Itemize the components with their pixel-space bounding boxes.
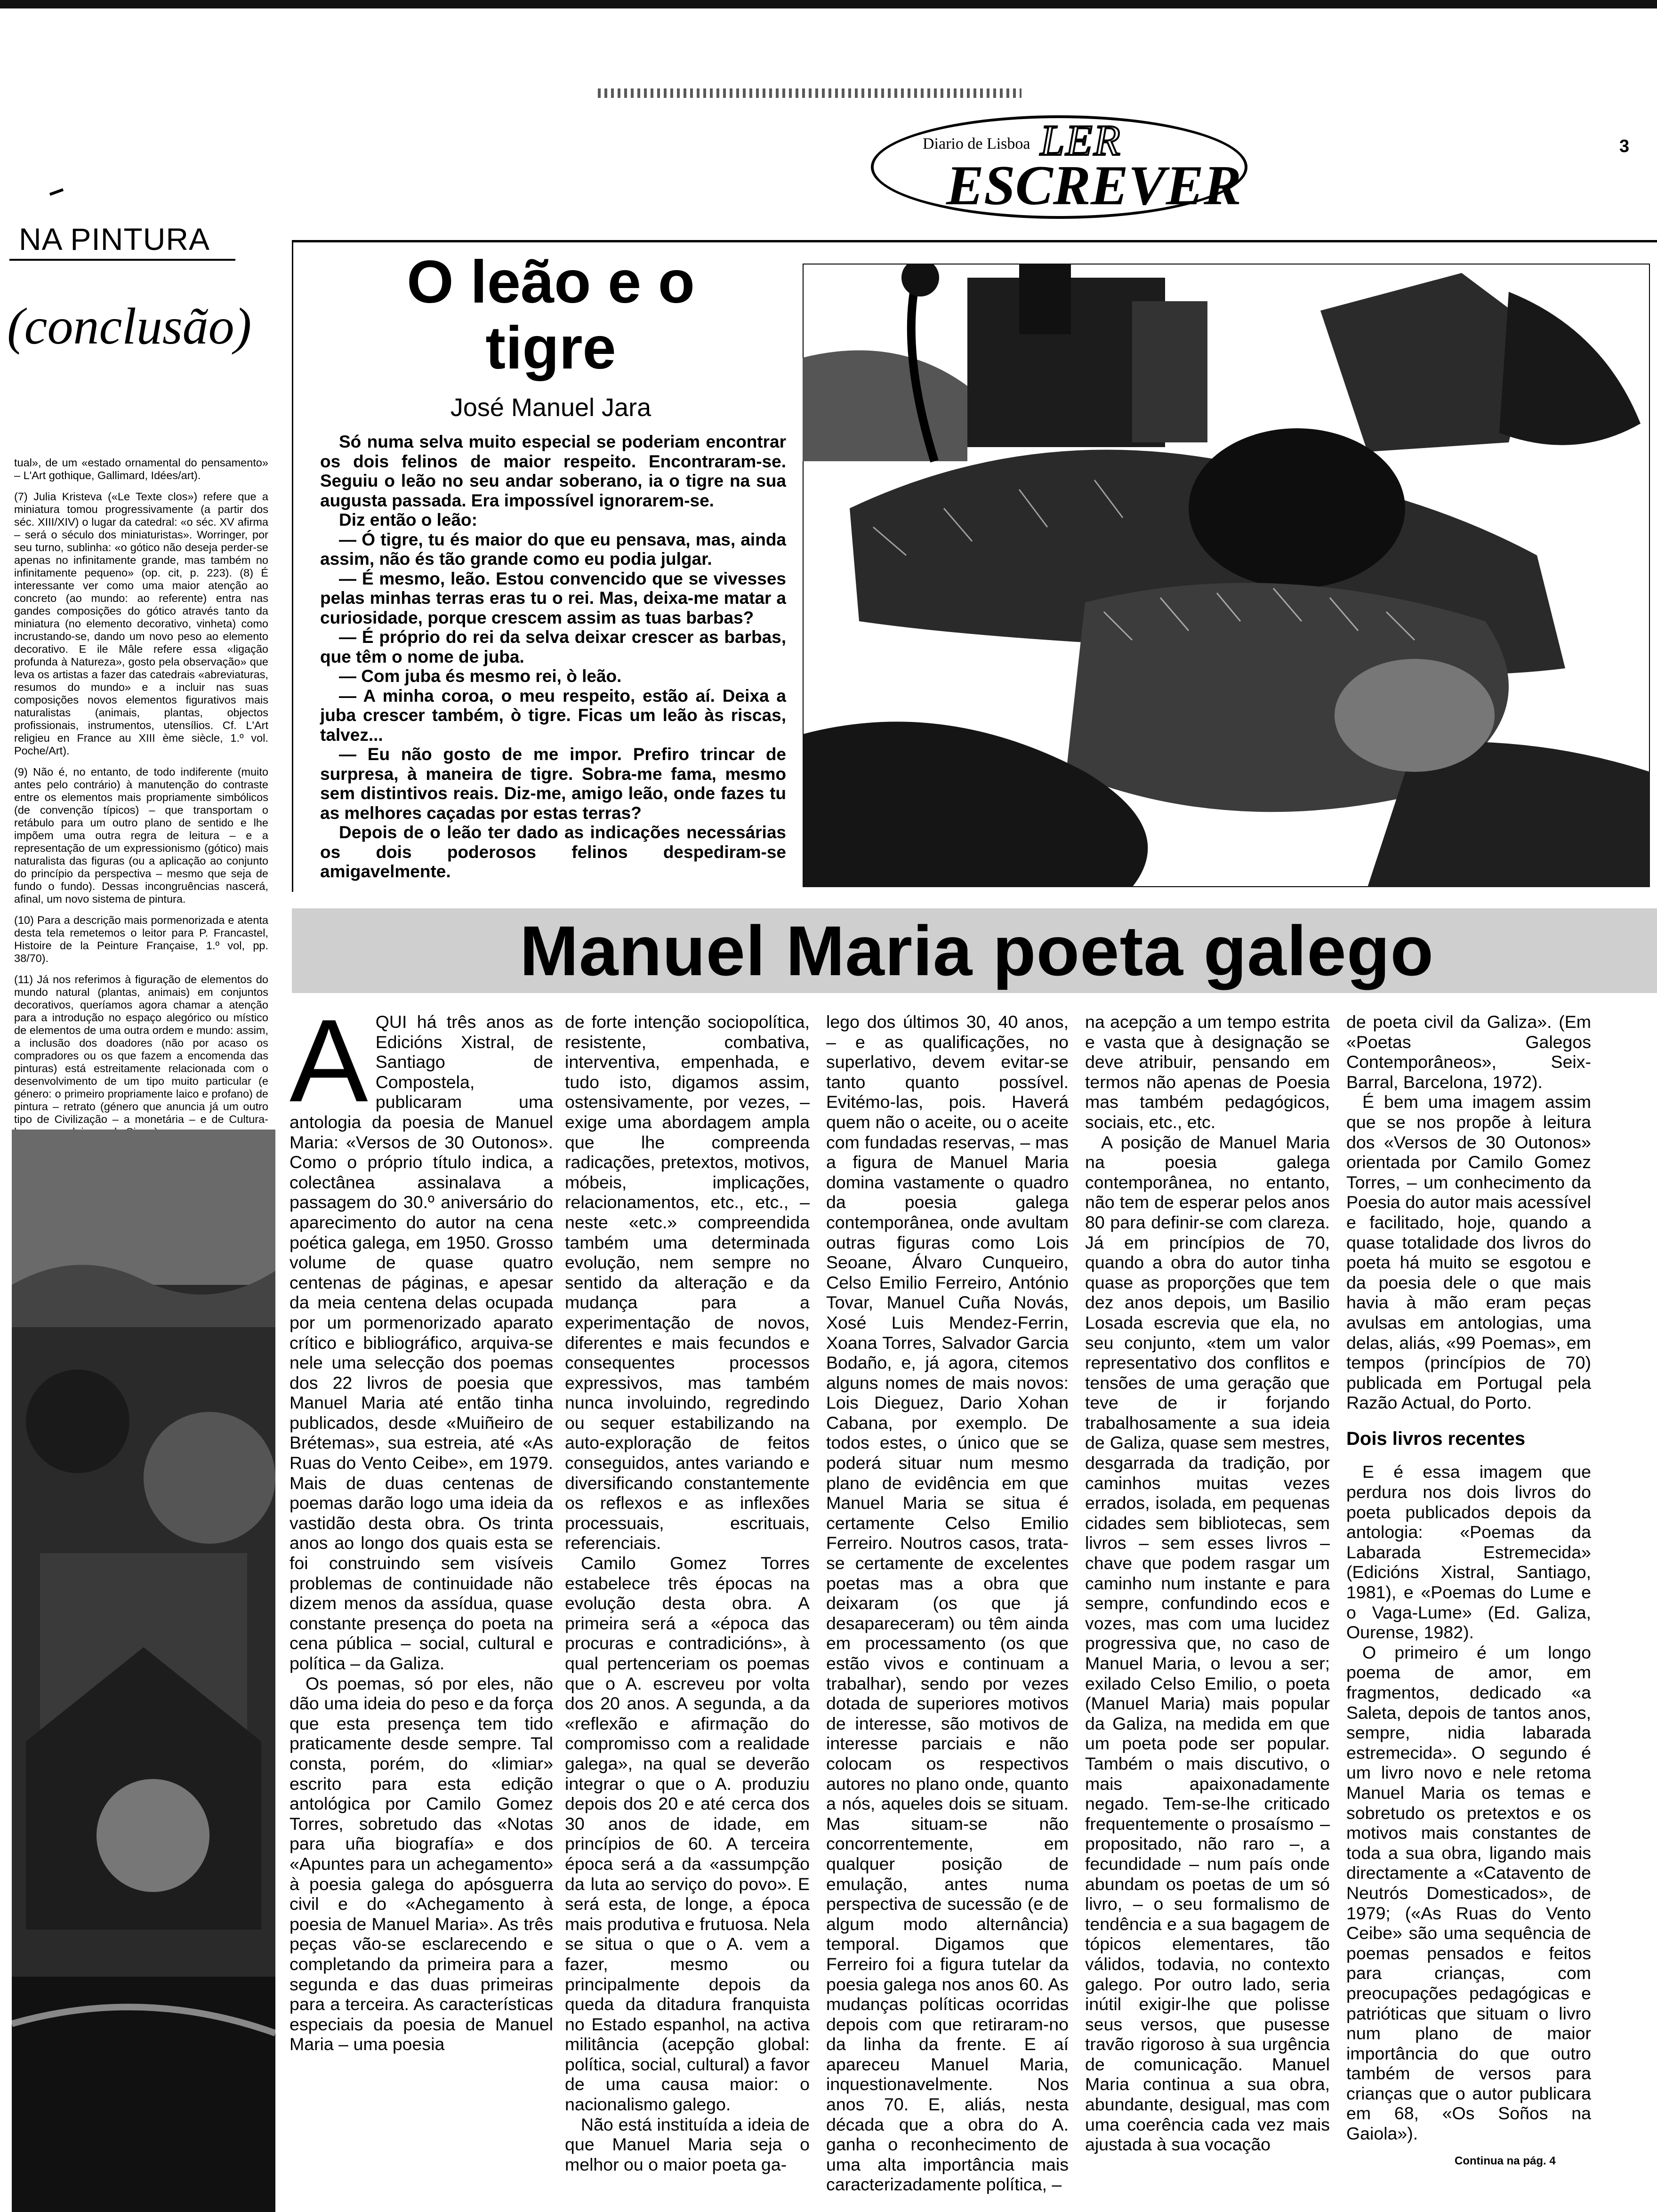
continued-note: Continua na pág. 4 [1455, 2155, 1556, 2167]
article-subhead: Dois livros recentes [1346, 1428, 1526, 1449]
feature-paragraph: Diz então o leão: [339, 510, 477, 529]
article-column-2 [565, 1012, 810, 2174]
footnote: (10) Para a descrição mais pormenorizada e atenta desta tela remetemos o leitor para P. Francastel, Histoire de la Peinture Française, 1.º vol, pp. 38/70). [14, 914, 268, 964]
feature-paragraph: — É próprio do rei da selva deixar crescer as barbas, que têm o nome de juba. [320, 627, 786, 666]
page-number: 3 [1619, 136, 1630, 156]
article-paragraph: O primeiro é um longo poema de amor, em fragmentos, dedicado «a Saleta, depois de tantos anos, sempre, nidia labarada estremecida». O segundo é um livro novo e nele retoma Manuel Maria os temas e sobretudo os pretextos e os motivos mais constantes de toda a sua obra, ligando mais directamente a «Catavento de Neutrós Domesticados», de 1979; («As Ruas do Vento Ceibe» são uma sequência de poemas pensados e feitos para crianças, com preocupações pedagógicas e patrióticas que situam o livro num plano de maior importância do que outro também de versos para crianças que o autor publicara em 68, «Os Soños na Gaiola»). [1346, 1642, 1591, 2144]
article-paragraph: A posição de Manuel Maria na poesia galega contemporânea, no entanto, não tem de esperar pelos anos 80 para definir-se com clareza. Já em princípios de 70, quando a obra do autor tinha quase as proporções que tem dez anos depois, um Basilio Losada escrevia que ela, no seu conjunto, «tem um valor representativo dos conflitos e tensões de uma geração que teve de ir forjando trabalhosamente a sua ideia de Galiza, quase sem mestres, desgarrada da tradição, por caminhos muitas vezes errados, isolada, em pequenas cidades sem bibliotecas, sem livros – sem esses livros – chave que podem rasgar um caminho num instante e para sempre, confundindo ecos e vozes, mas com uma lucidez progressiva que, no caso de Manuel Maria, o levou a ser; exilado Celso Emilio, o poeta (Manuel Maria) mais popular da Galiza, na medida em que um poeta pode ser popular. Também o mais discutivo, o mais apaixonadamente negado. Tem-se-lhe criticado frequentemente o prosaísmo – propositado, não raro –, a fecundidade – num país onde abundam os poetas de um só livro, – o seu formalismo de tendência e a sua bagagem de tópicos elementares, tão válidos, todavia, no contexto galego. Por outro lado, seria inútil exigir-lhe que polisse seus versos, que pusesse travão rigoroso à sua urgência de comunicação. Manuel Maria continua a sua obra, abundante, desigual, mas com uma coerência cada vez mais ajustada à sua vocação [1085, 1132, 1330, 2155]
feature-text [320, 432, 786, 882]
lion-tiger-engraving [803, 264, 1650, 887]
feature-paragraph: — É mesmo, leão. Estou convencido que se vivesses pelas minhas terras eras tu o rei. Mas, deixa-me matar a curiosidade, porque crescem assim as tuas barbas? [320, 569, 786, 627]
masthead-escrever: ESCREVER [946, 154, 1242, 216]
section-rule [9, 259, 235, 261]
article-paragraph: É bem uma imagem assim que se nos propõe à leitura dos «Versos de 30 Outonos» orientada por Camilo Gomez Torres, – um conhecimento da Poesia do autor mais acessível e facilitado, hoje, quando a quase totalidade dos livros do poeta há muito se esgotou e da poesia dele o que mais havia à mão eram peças avulsas em antologias, uma delas, aliás, «99 Poemas», em tempos (princípios de 70) publicada em Portugal pela Razão Actual, do Porto. [1346, 1092, 1591, 1413]
article-paragraph: Não está instituída a ideia de que Manuel Maria seja o melhor ou o maior poeta ga- [565, 2114, 810, 2174]
section-header: NA PINTURA [19, 222, 210, 256]
masthead-ler: LER [1040, 116, 1122, 164]
feature-title-text: O leão e o tigre [407, 248, 695, 382]
masthead [852, 106, 1266, 224]
engraving-image [803, 264, 1650, 887]
feature-paragraph: — A minha coroa, o meu respeito, estão aí. Deixa a juba crescer também, ò tigre. Ficas um leão às riscas, talvez... [320, 686, 786, 745]
footnote: tual», de um «estado ornamental do pensamento» – L'Art gothique, Gallimard, Idées/art). [14, 457, 268, 481]
article-paragraph: Camilo Gomez Torres estabelece três épocas na evolução desta obra. A primeira será a «época das procuras e contradicións», à qual pertenceriam os poemas que o A. escreveu por volta dos 20 anos. A segunda, a da «reflexão e afirmação do compromisso com a realidade galega», na qual se deverão integrar o que o A. produziu depois dos 20 e até cerca dos 30 anos de idade, em princípios de 60. A terceira época será a da «assumpção da luta ao serviço do povo». E será esta, de longe, a época mais produtiva e frutuosa. Nela se situa o que o A. vem a fazer, mesmo ou principalmente depois da queda da ditadura franquista no Estado espanhol, na activa militância (acepção global: política, social, cultural) a favor de uma causa maior: o nacionalismo galego. [565, 1553, 810, 2115]
article-paragraph: lego dos últimos 30, 40 anos, – e as qualificações, no superlativo, devem evitar-se tanto quanto possível. Evitémo-las, pois. Haverá quem não o aceite, ou o aceite com fundadas reservas, – mas a figura de Manuel Maria domina vastamente o quadro da poesia galega contemporânea, onde avultam outras figuras como Lois Seoane, Álvaro Cunqueiro, Celso Emilio Ferreiro, António Tovar, Manuel Cuña Novás, Xosé Luis Mendez-Ferrin, Xoana Torres, Salvador Garcia Bodaño, e, já agora, citemos alguns nomes de mais novos: Lois Dieguez, Dario Xohan Cabana, por exemplo. De todos estes, o único que se poderá situar num mesmo plano de evidência em que Manuel Maria se situa é certamente Celso Emilio Ferreiro. Noutros casos, trata-se certamente de excelentes poetas mas a obra que deixaram (os que já desapareceram) ou têm ainda em processamento (os que estão vivos e continuam a trabalhar), sendo por vezes dotada de superiores motivos de interesse, são motivos de interesse parciais e não colocam os respectivos autores no plano onde, quanto a nós, aqueles dois se situam. Mas situam-se não concorrentemente, em qualquer posição de emulação, antes numa perspectiva de sucessão (e de algum modo alternância) temporal. Digamos que Ferreiro foi a figura tutelar da poesia galega nos anos 60. As mudanças políticas ocorridas depois com que retiraram-no da linha da frente. E aí apareceu Manuel Maria, inquestionavelmente. Nos anos 70. E, aliás, nesta década que a obra do A. ganha o reconhecimento de uma alta importância mais caracterizadamente política, – [826, 1012, 1069, 2195]
feature-paragraph: — Eu não gosto de me impor. Prefiro trincar de surpresa, à maneira de tigre. Sobra-me fama, mesmo sem distintivos reais. Diz-me, amigo leão, onde fazes tu as melhores caçadas por estas terras? [320, 745, 786, 823]
article-column-4 [1085, 1012, 1330, 2155]
article-column-1 [290, 995, 553, 2054]
drop-cap: A [290, 995, 368, 1126]
footnote: (7) Julia Kristeva («Le Texte clos») refere que a miniatura tomou progressivamente (a partir dos séc. XIII/XIV) o lugar da catedral: «o séc. XV afirma – será o século dos miniaturistas». Worringer, por seu turno, sublinha: «o gótico não deseja perder-se apenas no infinitamente grande, mas também no infinitamente pequeno» (op. cit, p. 223). (8) É interessante ver como uma maior atenção ao concreto (ao mundo: ao referente) entra nas gandes composições do gótico através tanto da miniatura (no elemento decorativo, vinheta) como incrustando-se, dando um novo peso ao elemento decorativo. E ile Mâle refere essa «ligação profunda à Natureza», gosto pela observação» que leva os artistas a fazer das catedrais «abreviaturas, resumos do mundo» e a incluir nas suas composições novos elementos figurativos mais naturalistas (animais, plantas, objectos profissionais, instrumentos, utensílios. Cf. L'Art religieu en France au XIII ème siècle, 1.º vol. Poche/Art). [14, 490, 268, 757]
article-headline: Manuel Maria poeta galego [519, 911, 1434, 990]
feature-paragraph: Depois de o leão ter dado as indicações necessárias os dois poderosos felinos despediram-se amigavelmente. [320, 823, 786, 881]
footnotes [14, 457, 268, 1147]
article-paragraph: de poeta civil da Galiza». (Em «Poetas Galegos Contemporâneos», Seix-Barral, Barcelona, 1972). [1346, 1012, 1591, 1092]
newspaper-name: Diario de Lisboa [923, 135, 1030, 152]
margin-mark [49, 188, 64, 196]
feature-paragraph: Só numa selva muito especial se poderiam encontrar os dois felinos de maior respeito. Encontraram-se. Seguiu o leão no seu andar soberano, ia o tigre na sua augusta passada. Era impossível ignorarem-se. [320, 432, 786, 510]
article-column-5 [1346, 1012, 1591, 2144]
feature-paragraph: — Ó tigre, tu és maior do que eu pensava, mas, ainda assim, não és tão grande como eu podia julgar. [320, 529, 786, 569]
article-paragraph: de forte intenção sociopolítica, resistente, combativa, interventiva, empenhada, e tudo isto, digamos assim, ostensivamente, por vezes, – exige uma abordagem ampla que lhe compreenda radicações, pretextos, motivos, móbeis, implicações, relacionamentos, etc., etc., – neste «etc.» compreendida também uma determinada evolução, nem sempre no sentido da alteração e da mudança para a experimentação de novos, diferentes e mais fecundos e consequentes processos expressivos, mas também nunca involuindo, regredindo ou sequer estabilizando na auto-exploração de feitos conseguidos, antes variando e diversificando constantemente os reflexos e as inflexões processuais, escrituais, referenciais. [565, 1012, 810, 1553]
article-paragraph: Os poemas, só por eles, não dão uma ideia do peso e da força que esta presença tem tido praticamente desde sempre. Tal consta, porém, do «limiar» escrito para esta edição antológica por Camilo Gomez Torres, sobretudo das «Notas para uña biografía» e dos «Apuntes para un achegamento» à poesia galega do apósguerra civil e do «Achegamento à poesia de Manuel Maria». As três peças vão-se esclarecendo e completando da primeira para a segunda e das duas primeiras para a terceira. As características especiais da poesia de Manuel Maria – uma poesia [290, 1673, 553, 2054]
article-column-3 [826, 1012, 1069, 2195]
painting-photo [12, 1130, 275, 2212]
painting-photo-image [12, 1130, 275, 2212]
footnote: (11) Já nos referimos à figuração de elementos do mundo natural (plantas, animais) em conjuntos decorativos, queríamos agora chamar a atenção para a introdução no espaço alegórico ou místico de elementos de uma outra ordem e mundo: assim, a inclusão dos doadores (não por acaso os compradores ou os que fazem a encomenda das pinturas) está estreitamente relacionada com o desenvolvimento de um tipo muito particular (e género: o primeiro propriamente laico e profano) de pintura – retrato (género que anuncia já um outro tipo de Civilização – a monetária – e de Cultura- [14, 973, 268, 1125]
article-paragraph: E é essa imagem que perdura nos dois livros do poeta publicados depois da antologia: «Poemas da Labarada Estremecida» (Edicións Xistral, Santiago, 1981), e «Poemas do Lume e o Vaga-Lume» (Ed. Galiza, Ourense, 1982). [1346, 1462, 1591, 1643]
article-paragraph: QUI há três anos as Edicións Xistral, de Santiago de Compostela, publicaram uma antologia da poesia de Manuel Maria: «Versos de 30 Outonos». Como o próprio título indica, a colectânea assinalava a passagem do 30.º aniversário do aparecimento do autor na cena poética galega, em 1950. Grosso volume de quase quatro centenas de páginas, e apesar da meia centena delas ocupada por um pormenorizado aparato crítico e bibliográfico, arquiva-se nele uma selecção dos poemas dos 22 livros de poesia que Manuel Maria até então tinha publicados, desde «Muiñeiro de Brétemas», sua estreia, até «As Ruas do Vento Ceibe», em 1979. Mais de duas centenas de poemas darão logo uma ideia da vastidão desta obra. Os trinta anos ao longo dos quais esta se foi construindo sem visíveis problemas de continuidade não dizem menos da assídua, quase constante presença do poeta na cena pública – social, cultural e política – da Galiza. [290, 1012, 553, 1673]
section-subtitle: (conclusão) [7, 297, 252, 355]
footnote: (9) Não é, no entanto, de todo indiferente (muito antes pelo contrário) à manutenção do contraste entre os elementos mais propriamente simbólicos (de convenção típicos) – que transportam o retábulo para um outro plano de sentido e lhe impõem uma outra regra de leitura – e a representação de um expressionismo (gótico) mais naturalista das figuras (ou a aplicação ao conjunto do princípio da perspectiva – mesmo que seja de fundo o fundo). Dessas incongruências nascerá, afinal, um novo sistema de pintura. [14, 766, 268, 905]
page-top-border [0, 0, 1657, 8]
feature-title [292, 249, 810, 381]
feature-paragraph: — Com juba és mesmo rei, ò leão. [339, 666, 622, 686]
feature-byline: José Manuel Jara [450, 393, 652, 422]
decorative-dotted-rule [598, 88, 1022, 98]
article-paragraph: na acepção a um tempo estrita e vasta que à designação se deve atribuir, pensando em termos não apenas de Poesia mas também pedagógicos, sociais, etc., etc. [1085, 1012, 1330, 1132]
